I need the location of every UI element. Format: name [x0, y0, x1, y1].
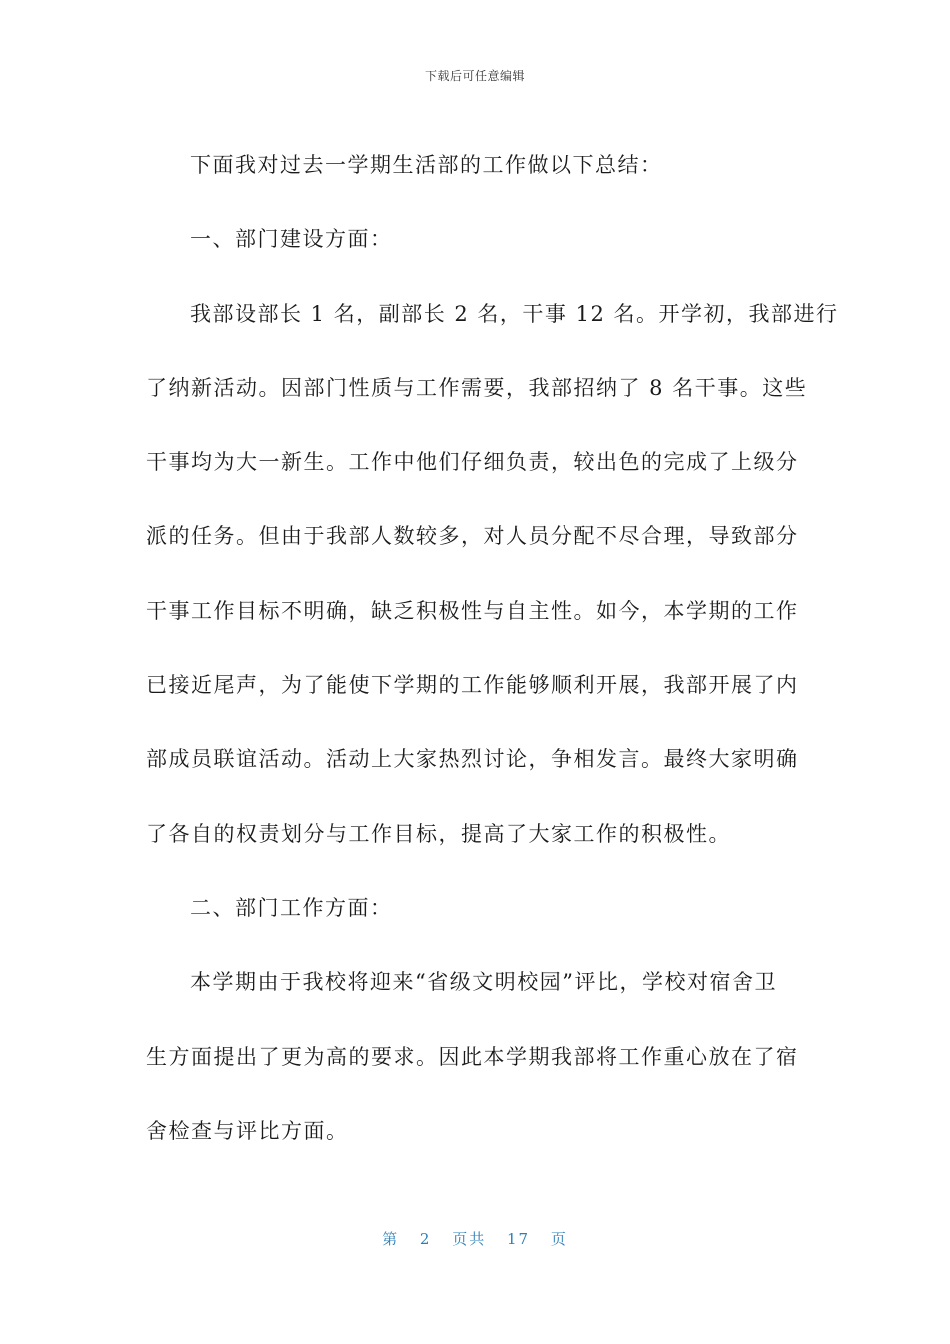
- text-line: 舍检查与评比方面。: [146, 1118, 349, 1143]
- section-heading: 二、部门工作方面：: [190, 895, 393, 920]
- page-footer: [0, 1228, 950, 1249]
- page-prefix: 第: [382, 1230, 400, 1248]
- text-line: 干事均为大一新生。工作中他们仔细负责，较出色的完成了上级分: [146, 450, 799, 475]
- text-line: 生方面提出了更为高的要求。因此本学期我部将工作重心放在了宿: [146, 1044, 799, 1069]
- text-line: 已接近尾声，为了能使下学期的工作能够顺利开展，我部开展了内: [146, 673, 799, 698]
- total-pages: 17: [507, 1230, 531, 1248]
- page-suffix: 页: [550, 1230, 568, 1248]
- page-mid: 页共: [452, 1230, 487, 1248]
- text-line: 下面我对过去一学期生活部的工作做以下总结：: [190, 153, 663, 177]
- text-line: 了纳新活动。因部门性质与工作需要，我部招纳了 8 名干事。这些: [146, 375, 808, 400]
- document-body: [146, 128, 839, 1168]
- section-heading: 一、部门建设方面：: [190, 227, 393, 252]
- body-text: [146, 128, 839, 1168]
- header-note: 下载后可任意编辑: [424, 69, 525, 83]
- text-line: 本学期由于我校将迎来“省级文明校园”评比，学校对宿舍卫: [190, 970, 777, 995]
- page-number: 2: [419, 1230, 432, 1248]
- text-line: 派的任务。但由于我部人数较多，对人员分配不尽合理，导致部分: [146, 524, 799, 549]
- text-line: 了各自的权责划分与工作目标，提高了大家工作的积极性。: [146, 821, 731, 846]
- text-line: 我部设部长 1 名，副部长 2 名，干事 12 名。开学初，我部进行: [190, 301, 839, 326]
- text-line: 干事工作目标不明确，缺乏积极性与自主性。如今，本学期的工作: [146, 598, 799, 623]
- text-line: 部成员联谊活动。活动上大家热烈讨论，争相发言。最终大家明确: [146, 747, 799, 772]
